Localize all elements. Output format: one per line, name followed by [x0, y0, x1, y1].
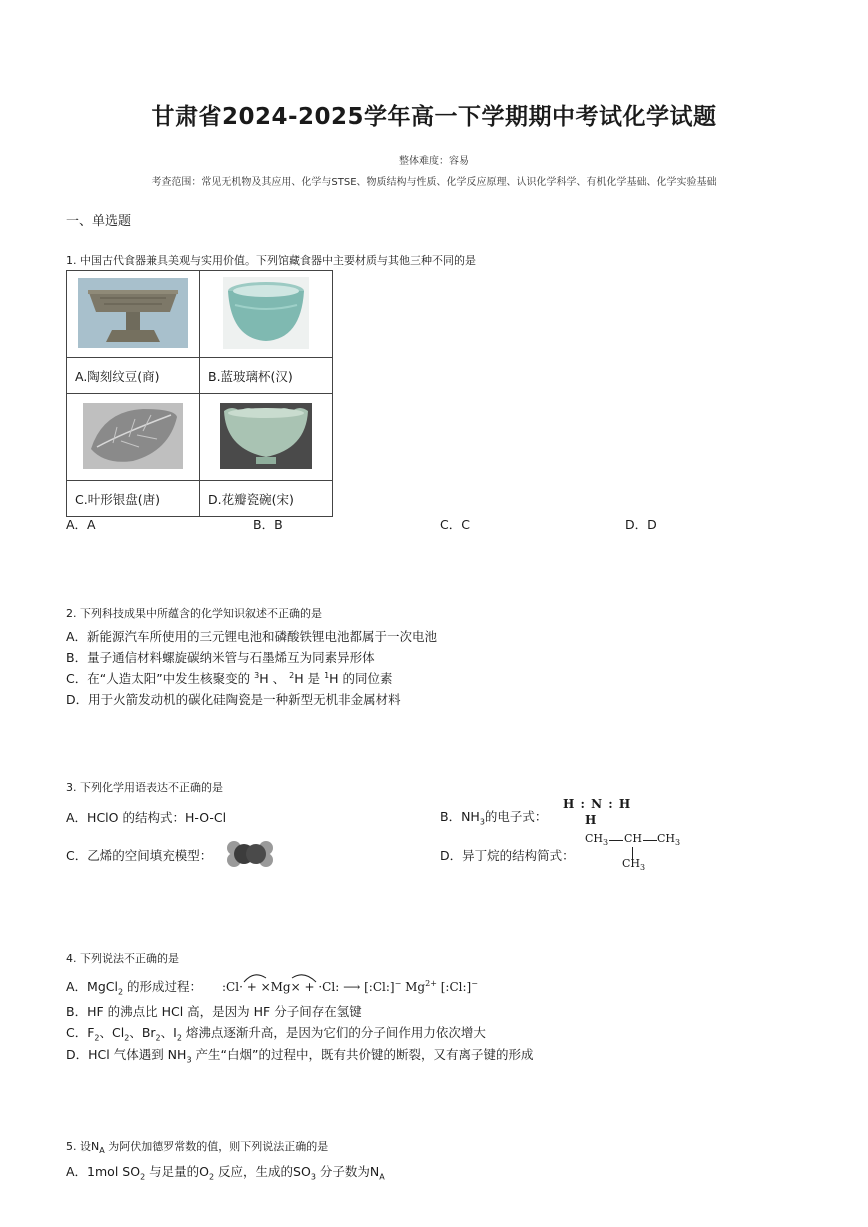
q1-option-b: B．B — [253, 517, 283, 532]
caption-a: A.陶刻纹豆(商) — [67, 358, 200, 394]
caption-b: B.蓝玻璃杯(汉) — [200, 358, 333, 394]
silver-leaf-plate-image — [67, 394, 200, 481]
isobutane-ch3-left: $CH_3$ — [585, 832, 609, 848]
q2-option-b: B．量子通信材料螺旋碳纳米管与石墨烯互为同素异形体 — [66, 650, 375, 665]
nh3-electron-formula: H : N : H — [563, 797, 632, 811]
q2-option-c: C．在“人造太阳”中发生核聚变的 $^3$H 、 $^2$H 是 $^1$H 的同位素 — [66, 670, 393, 686]
question-1-image-table — [66, 270, 333, 517]
electron-transfer-arrows — [240, 970, 320, 984]
q1-option-d: D．D — [625, 517, 657, 532]
q3-option-c: C．乙烯的空间填充模型： — [66, 848, 213, 863]
isobutane-ch3-bottom: $CH_3$ — [622, 857, 646, 873]
question-5-stem: 5. 设$N_A$ 为阿伏加德罗常数的值，则下列说法正确的是 — [66, 1140, 329, 1156]
q3-option-d: D．异丁烷的结构简式： — [440, 848, 575, 863]
blue-glass-cup-image — [200, 271, 333, 358]
mgcl2-formation-diagram: :Cl· + ×Mg× + ·Cl: ⟶ [:Cl:]− $Mg^{2+}$ [:Cl:]− — [222, 979, 478, 994]
difficulty-label: 整体难度：容易 — [399, 156, 469, 167]
section-heading: 一、单选题 — [66, 214, 132, 229]
question-2-stem: 2. 下列科技成果中所蕴含的化学知识叙述不正确的是 — [66, 607, 322, 620]
bond-line-right — [643, 840, 657, 841]
q3-option-a: A．HClO 的结构式：H-O-Cl — [66, 810, 227, 825]
q2-option-d: D．用于火箭发动机的碳化硅陶瓷是一种新型无机非金属材料 — [66, 692, 401, 707]
reaction-arrow: ⟶ — [343, 980, 361, 994]
nh3-bottom-h: H — [585, 813, 597, 827]
isobutane-ch3-right: $CH_3$ — [657, 832, 681, 848]
q2-option-a: A．新能源汽车所使用的三元锂电池和磷酸铁锂电池都属于一次电池 — [66, 629, 438, 644]
q4-option-a: A．MgCl$_2$ 的形成过程： — [66, 979, 203, 997]
pottery-dou-image — [67, 271, 200, 358]
q3-option-b: B．$NH_3$的电子式： — [440, 809, 548, 827]
q4-option-b: B．HF 的沸点比 HCl 高，是因为 HF 分子间存在氢键 — [66, 1004, 362, 1019]
page-title: 甘肃省2024-2025学年高一下学期期中考试化学试题 — [151, 104, 717, 130]
question-3-stem: 3. 下列化学用语表达不正确的是 — [66, 781, 223, 794]
bond-line-left — [609, 840, 623, 841]
isobutane-ch-center: CH — [624, 832, 643, 845]
scope-label: 考查范围：常见无机物及其应用、化学与STSE、物质结构与性质、化学反应原理、认识化学科学、有机化学基础、化学实验基础 — [151, 177, 717, 188]
q5-option-a: A．1mol $SO_2$ 与足量的$O_2$ 反应，生成的$SO_3$ 分子数为$N_A$ — [66, 1164, 385, 1182]
caption-d: D.花瓣瓷碗(宋) — [200, 481, 333, 517]
q4-option-c: C．$F_2$、$Cl_2$、$Br_2$、$I_2$ 熔沸点逐渐升高，是因为它们的分子间作用力依次增大 — [66, 1025, 486, 1043]
q1-option-a: A．A — [66, 517, 96, 532]
question-1-stem: 1. 中国古代食器兼具美观与实用价值。下列馆藏食器中主要材质与其他三种不同的是 — [66, 254, 476, 267]
petal-porcelain-bowl-image — [200, 394, 333, 481]
q4-option-d: D．HCl 气体遇到 $NH_3$ 产生“白烟”的过程中，既有共价键的断裂，又有离子键的形成 — [66, 1047, 534, 1065]
q1-option-c: C．C — [440, 517, 470, 532]
caption-c: C.叶形银盘(唐) — [67, 481, 200, 517]
question-4-stem: 4. 下列说法不正确的是 — [66, 952, 179, 965]
ethylene-space-filling-model — [224, 838, 276, 870]
